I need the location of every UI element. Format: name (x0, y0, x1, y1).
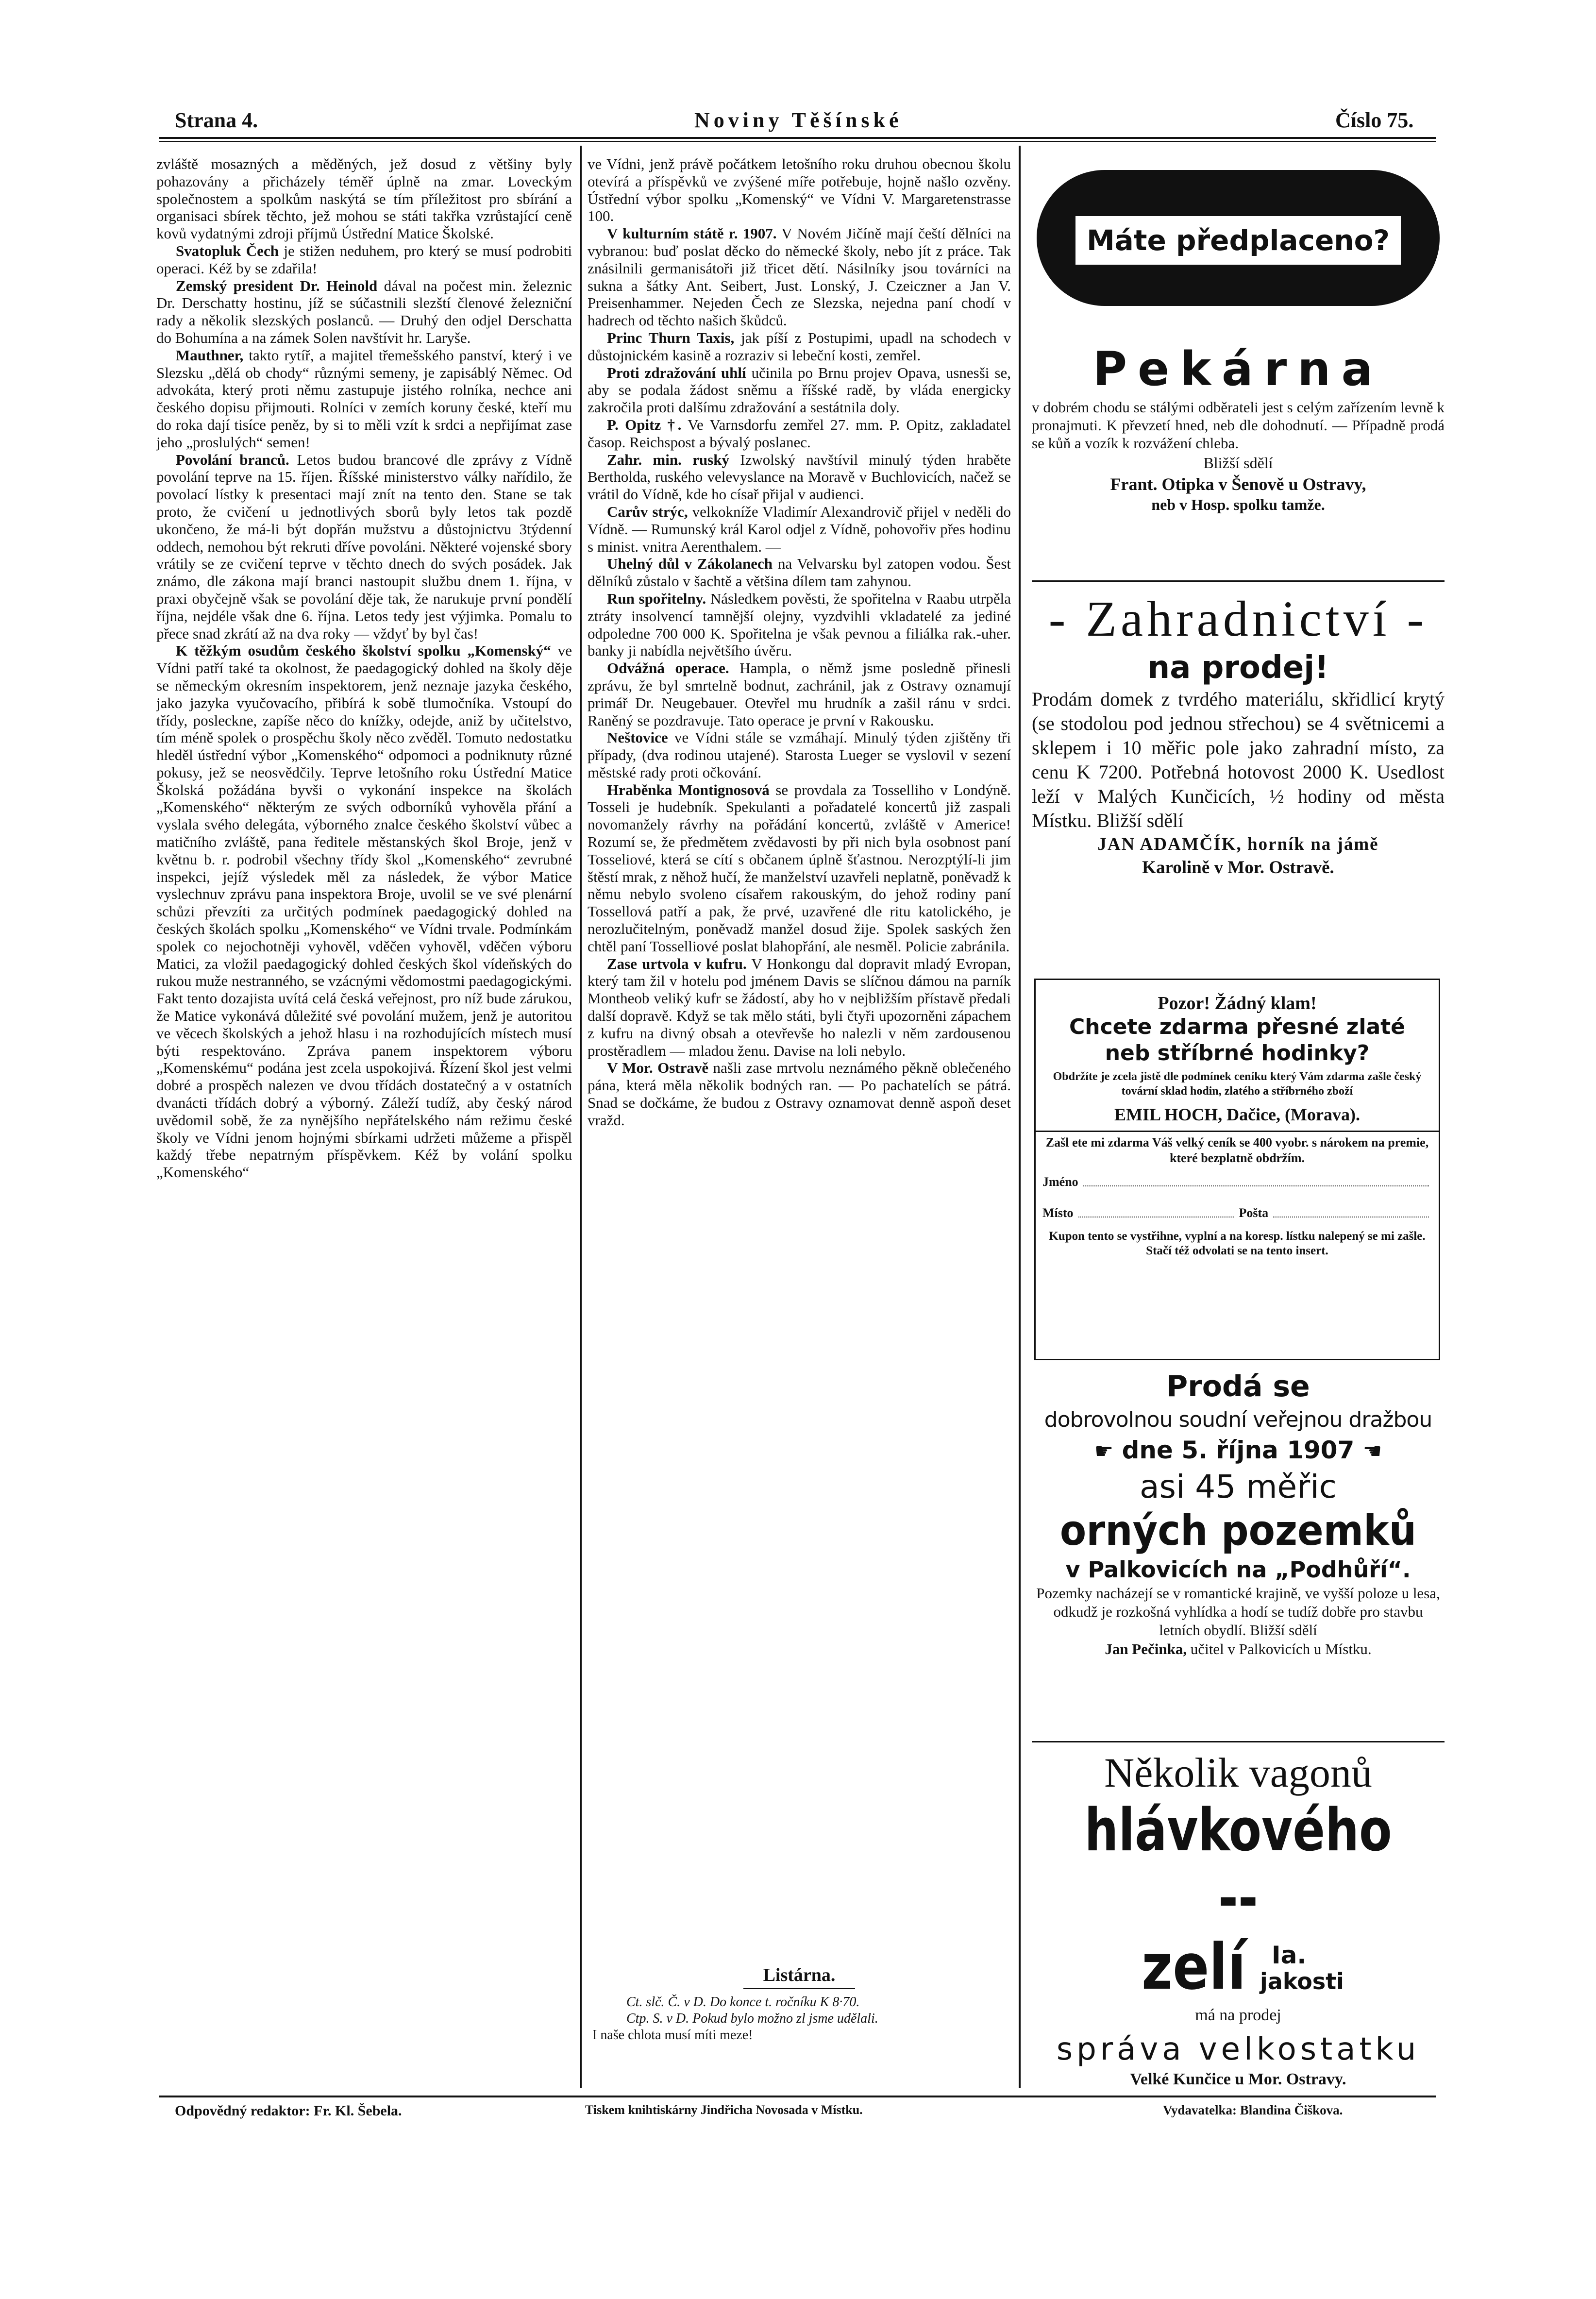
cabbage-l7: správa velkostatku (1056, 2031, 1420, 2067)
listarna-divider (743, 1988, 855, 1989)
article-paragraph (588, 555, 1011, 590)
listarna-line: I naše chlota musí míti meze! (592, 2028, 753, 2043)
garden-text: Prodám domek z tvrdého materiálu, skřidlicí krytý (se stodolou pod jednou střechou) se 4 světnicemi a sklepem i 10 měřic pole jako zahradní místo, za cenu K 7200. Potřebná hotovost 2000 K. Usedlost leží v Malých Kunčicích, ½ hodiny od města Místku. Bližší sdělí (1032, 688, 1445, 831)
article-paragraph (588, 155, 1011, 225)
page-number: Strana 4. (175, 108, 258, 132)
article-text: Následkem pověsti, že spořitelna v Raabu utrpěla ztráty insolvencí tamnější olejny, vyzdvihli vkladatelé za jediné odpoledne 700 000 K. Spořitelna je však pevnou a filiálka rak.-uher. banky ji nabídla největšího úvěru. (588, 590, 1011, 659)
article-text: V Novém Jičíně mají čeští dělníci na vybranou: buď poslat děcko do německé školy, nebo jít z práce. Tak znásilnili germanisátoři již třicet dětí. Násilníky jsou továrníci na sukna a šátky Ant. Seibert, Just. Lonský, J. Czeiczner a Jan V. Preisenhammer. Nejeden Čech ze Slezska, nejedna paní chodí v hadrech od těchto našich škůdců. (588, 225, 1011, 329)
article-headline: Princ Thurn Taxis, (607, 329, 735, 346)
coupon-divider (1036, 1131, 1439, 1132)
article-text: zvláště mosazných a měděných, jež dosud z většiny byly pohazovány a přicházely téměř úplně na zmar. Loveckým společnostem a spolkům naskýtá se tím příležitost pro sbírání a organisaci sbírek těchto, jež mohou se státi takřka vzrůstající ceně kovů vydatnými zdroji příjmů Ústřední Matice Školské. (156, 155, 572, 242)
listarna-line: Ct. slč. Č. v D. Do konce t. ročníku K 8·70. (626, 1995, 860, 2010)
article-text: ve Vídni stále se vzmáhají. Minulý týden zjištěny tři případy, (dva rodinou utajené). Starosta Lueger se vyslovil v sezení městské rady proti očkování. (588, 729, 1011, 781)
auction-contact (1032, 1640, 1445, 1659)
coupon-name-field[interactable] (1083, 1175, 1429, 1186)
article-text: učinila po Brnu projev Opava, usnesši se, aby se podala žádost sněmu a říšské radě, by vláda energicky zakročila proti dalšímu zdražování a sestátnila doly. (588, 364, 1011, 416)
article-headline: P. Opitz †. (607, 416, 682, 433)
watch-headline-2: neb stříbrné hodinky? (1105, 1041, 1370, 1065)
coupon-note: Kupon tento se vystřihne, vyplní a na koresp. lístku nalepený se mi zašle. Stačí též odvolati se na tento insert. (1049, 1230, 1426, 1257)
cabbage-ad (1032, 1748, 1445, 2088)
watch-ad (1034, 979, 1440, 1360)
article-headline: Povolání branců. (176, 451, 289, 468)
article-headline: Svatopluk Čech (176, 242, 279, 259)
coupon-place-row (1036, 1189, 1439, 1220)
article-text: ve Vídni, jenž právě počátkem letošního roku druhou obecnou školu otevírá a příspěvků ve zvýšené míře potřebuje, hojně našlo ozvěny. Ústřední výbor spolku „Komenský“ ve Vídni V. Margaretenstrasse 100. (588, 155, 1011, 225)
oval-frame (1037, 170, 1440, 306)
article-text: takto rytíř, a majitel třemešského panství, který i ve Slezsku „dělá ob chody“ různými semeny, je zapisáblý Němec. Od advokáta, který proti němu zastupuje jistého rolníka, nechce ani českého dopisu přijmouti. Rolníci v zemích koruny české, kteří mu do roka dají tisíce peněz, by si to měli vzít k srdci a nepřijímat zase jeho „proslulých“ semen! (156, 346, 572, 451)
article-paragraph (588, 451, 1011, 503)
auction-place: v Palkovicích na „Podhůří“. (1065, 1556, 1411, 1583)
auction-area: asi 45 měřic (1140, 1468, 1337, 1505)
footer-editor: Odpovědný redaktor: Fr. Kl. Šebela. (175, 2103, 402, 2119)
pointing-hand-right-icon: ☛ (1094, 1439, 1114, 1464)
cabbage-l4: Ia. (1272, 1941, 1307, 1969)
article-headline: Uhelný důl v Zákolanech (607, 555, 773, 573)
watch-warning: Pozor! Žádný klam! (1158, 993, 1317, 1014)
article-headline: Carův strýc, (607, 503, 688, 520)
article-headline: Proti zdražování uhlí (607, 364, 746, 381)
article-text: dával na počest min. železnic Dr. Derschatty hostinu, jíž se súčastnili slezští členové železniční rady a několik slezských poslanců. — Druhý den odjel Derschatta do Bohumína a na zámek Solen navštívit hr. Laryše. (156, 277, 572, 346)
auction-contact-name: Jan Pečinka, (1105, 1640, 1187, 1657)
article-headline: V kulturním státě r. 1907. (607, 225, 777, 242)
header-rule (159, 137, 1436, 139)
cabbage-l8: Velké Kunčice u Mor. Ostravy. (1130, 2070, 1346, 2088)
article-paragraph (588, 503, 1011, 555)
cabbage-l3-row (1032, 1930, 1445, 2004)
watch-headline: Chcete zdarma přesné zlaté (1069, 1014, 1406, 1039)
article-headline: K těžkým osudům českého školství spolku „Komenský“ (176, 642, 551, 659)
article-paragraph (588, 329, 1011, 364)
article-text: Ve Varnsdorfu zemřel 27. mm. P. Opitz, zakladatel časop. Reichspost a bývalý poslanec. (588, 416, 1011, 451)
cabbage-l2: hlávkového -- (1084, 1797, 1392, 1932)
bakery-text: v dobrém chodu se stálými odběrateli jest s celým zařízením levně k pronajmuti. K převzetí hned, neb dle dohodnutí. — Případně prodá se kůň a vozík k rozvážení chleba. (1032, 399, 1445, 452)
garden-title: - Zahradnictví - (1048, 591, 1428, 647)
cabbage-l6: má na prodej (1195, 2006, 1281, 2024)
subscription-question: Máte předplaceno? (1075, 216, 1401, 265)
article-paragraph (588, 364, 1011, 416)
footer-rule (159, 2096, 1436, 2097)
article-text: na Velvarsku byl zatopen vodou. Šest dělníků zůstalo v šachtě a většina dílem tam zahynou. (588, 555, 1011, 590)
cabbage-quality (1260, 1942, 1344, 1994)
article-text: je stižen neduhem, pro který se musí podrobiti operaci. Kéž by se zdařila! (156, 242, 572, 277)
article-headline: Zahr. min. ruský (607, 451, 729, 468)
auction-ad (1032, 1367, 1445, 1736)
article-paragraph (588, 659, 1011, 729)
auction-date-row (1032, 1434, 1445, 1468)
coupon-post-label: Pošta (1239, 1206, 1269, 1220)
coupon-name-label: Jméno (1042, 1175, 1078, 1189)
article-headline: Neštovice (607, 729, 668, 746)
watch-text: Obdržíte je zcela jistě dle podmínek ceníku který Vám zdarma zašle český tovární sklad hodin, zlatého a stříbrného zboží (1053, 1070, 1422, 1098)
article-column-1 (156, 155, 572, 2091)
article-text: V Honkongu dal dopravit mladý Evropan, který tam žil v hotelu pod jménem Davis se slíčnou dámou na parník Montheob veliký kufr se žádostí, aby ho v nejbližším přístavě předali další dopravě. Když se tak mělo státi, byli čtyři upozorněni zápachem z kufru na divný obsah a otevřevše ho nalezli v něm zardousenou prostěradlem — mladou ženu. Davise na loli nebylo. (588, 955, 1011, 1059)
bakery-contact-name: Frant. Otipka v Šenově u Ostravy, (1110, 474, 1366, 494)
header-rule-thin (159, 141, 1436, 142)
article-headline: Hraběnka Montignosová (607, 781, 770, 798)
ad-divider (1032, 1741, 1445, 1742)
auction-contact-rest: učitel v Palkovicích u Místku. (1187, 1640, 1372, 1657)
listarna (588, 1967, 1011, 2044)
listarna-title: Listárna. (763, 1965, 836, 1985)
cabbage-l5: jakosti (1260, 1968, 1344, 1995)
cabbage-l1: Několik vagonů (1104, 1749, 1372, 1796)
watch-vendor: EMIL HOCH, Dačice, (Morava). (1114, 1105, 1360, 1124)
article-text: našli zase mrtvolu neznámého pěkně oblečeného pána, která měla několik bodných ran. — Po pachatelích se pátrá. Snad se dočkáme, že budou z Ostravy oznamovat denně aspoň deset vražd. (588, 1059, 1011, 1129)
bakery-title: Pekárna (1092, 342, 1384, 396)
article-headline: Run spořitelny. (607, 590, 706, 607)
article-paragraph (588, 1059, 1011, 1129)
footer-publisher: Vydavatelka: Blandina Čiškova. (1163, 2103, 1343, 2117)
article-paragraph (156, 451, 572, 642)
garden-sub: na prodej! (1147, 650, 1329, 686)
article-paragraph (588, 729, 1011, 781)
article-paragraph (588, 416, 1011, 451)
article-paragraph (588, 781, 1011, 955)
article-paragraph (588, 590, 1011, 659)
coupon-place-label: Místo (1042, 1206, 1074, 1220)
article-paragraph (588, 225, 1011, 329)
column-divider (580, 146, 582, 2088)
footer-printer: Tiskem knihtiskárny Jindřicha Novosada v Místku. (585, 2103, 863, 2117)
article-paragraph (156, 277, 572, 347)
article-paragraph (156, 642, 572, 1181)
article-text: se provdala za Tosselliho v Londýně. Tosseli je hudebník. Spekulanti a pořadatelé koncertů již zaspali novomanžely rávrhy na pořádání koncertů, zvláště v Americe! Rozumí se, že předmětem zvědavosti by při nich byla osobnost paní Tosseliové, která se cítí s občanem úplně šťastnou. Nerozptýlí-li jim štěstí mrak, z něhož hučí, že manželství uzavřeli neplatně, poněvadž k němu nebylo svoleno císařem rakouským, do jehož rodiny paní Tossellová patří a pak, že prvé, uzavřené dle ritu katolického, je nerozlučitelným, poněvadž manžel dosud žije. Spolek saských žen chtěl paní Tosselliové poslat blahopřání, ale nesměl. Policie zabránila. (588, 781, 1011, 955)
article-text: Letos budou brancové dle zprávy z Vídně povolání teprve na 15. říjen. Říšské ministerstvo války nařídilo, že povolací lístky k presentaci mají znít na tento den. Stane se tak proto, že cvičení u jednotlivých sborů byly letos tak pozdě ukončeno, že má-li být dopřán mužstvu a důstojnictvu 3týdenní oddech, nemohou být rekruti dříve povoláni. Některé vojenské sbory vrátily se ze cvičení teprve v těchto dnech do svých posádek. Jak známo, dle zákona mají branci nastoupit službu dnem 1. října, v praxi obyčejně však se povolání děje tak, že narukuje první pondělí října, nejdéle však dne 6. října. Letos tedy jest výjimka. Pomalu to přece snad zkrátí až na dva roky — vždyť by byl čas! (156, 451, 572, 642)
auction-type: dobrovolnou soudní veřejnou dražbou (1044, 1407, 1432, 1432)
article-text: velkokníže Vladimír Alexandrovič přijel v neděli do Vídně. — Rumunský král Karol odjel z Vídně, pohovořiv přes hodinu s minist. vnitra Aerenthalem. — (588, 503, 1011, 555)
ad-divider (1032, 580, 1445, 582)
article-paragraph (156, 347, 572, 451)
article-headline: Odvážná operace. (607, 659, 729, 677)
auction-date: dne 5. října 1907 (1122, 1436, 1355, 1464)
garden-contact-addr: Karolině v Mor. Ostravě. (1142, 858, 1334, 878)
coupon-post-field[interactable] (1273, 1206, 1429, 1217)
article-paragraph (156, 242, 572, 277)
auction-text: Pozemky nacházejí se v romantické krajině, ve vyšší poloze u lesa, odkudž je rozkošná vyhlídka a hodí se tudíž dobře pro stavbu letních obydlí. Bližší sdělí (1036, 1585, 1440, 1639)
article-headline: V Mor. Ostravě (607, 1059, 709, 1077)
article-paragraph (588, 955, 1011, 1060)
article-headline: Zase urtvola v kufru. (607, 955, 747, 972)
article-text: Hampla, o němž jsme posledně přinesli zprávu, že byl smrtelně bodnut, zachránil, jak z Ostravy oznamují primář Dr. Neugebauer. Otevřel mu hrudník a zašil ránu v srdci. Raněný se pozdravuje. Tato operace je první v Rakousku. (588, 659, 1011, 729)
garden-contact-name: JAN ADAMČÍK, horník na jámě (1097, 834, 1379, 854)
coupon-name-row (1036, 1166, 1439, 1189)
listarna-line: Ctp. S. v D. Pokud bylo možno zl jsme udělali. (626, 2011, 878, 2026)
column-divider (1019, 146, 1021, 2088)
article-text: jak píší z Postupimi, upadl na schodech v důstojnickém kasině a rozraziv si lebeční kosti, zemřel. (588, 329, 1011, 364)
newspaper-title: Noviny Těšínské (694, 108, 903, 132)
coupon-text: Zašl ete mi zdarma Váš velký ceník se 400 vyobr. s nárokem na premie, které bezplatně obdržím. (1045, 1135, 1429, 1165)
subscription-ad (1032, 160, 1445, 330)
article-headline: Mauthner, (176, 346, 244, 364)
cabbage-l3: zelí (1142, 1930, 1246, 2004)
pointing-hand-left-icon: ☚ (1362, 1439, 1382, 1464)
bakery-info: Bližší sdělí (1203, 454, 1273, 472)
coupon-place-field[interactable] (1078, 1206, 1234, 1217)
article-text: Izwolský navštívil minulý týden hraběte Bertholda, ruského velevyslance na Moravě v Buchlovicích, načež se vrátil do Vídně, kde ho císař přijal v audienci. (588, 451, 1011, 503)
bakery-ad (1032, 340, 1445, 573)
auction-object: orných pozemků (1059, 1506, 1417, 1555)
article-text: ve Vídni patří také ta okolnost, že paedagogický dohled na školy děje se německým okresním inspektorem, jenž neznaje jazyka českého, jako jazyka vyučovacího, přibírá k sobě tlumočníka. Vstoupí do třídy, posleckne, zapíše něco do knížky, odejde, aniž by učitelstvo, tím méně spolek o prospěchu školy něco zvěděl. Tomuto nedostatku hleděl ústřední výbor „Komenského“ odpomoci a podniknuty různé pokusy, jež se neosvědčily. Teprve letošního roku Ústřední Matice Školská požádána byvši o vykonání inspekce na školách „Komenského“ některým ze svých odborníků vyhověla přání a vyslala svého delegáta, výborného znalce českého školství vůbec a matičního zvláště, pana ředitele městanských škol Broje, jenž v květnu b. r. podrobil všechny třídy škol „Komenského“ zevrubné inspekci, jejíž výsledek měl za následek, že výbor Matice vyslechnuv zprávu pana inspektora Broje, uvolil se ve své plenární schůzi převzíti za určitých podmínek paedagogický dohled na českých školách spolku „Komenského“ ve Vídni trvale. Podmínkám spolek co nejochotněji vyhověl, vděčen vyhověl, vděčen výboru Matici, za vložil paedagogický dohled českých škol vídeňských do rukou muže nestranného, se vzácnými vědomostmi paedagogickými. Fakt tento dozajista uvítá celá česká veřejnost, pro níž bude zárukou, že Matice vykonává důležité své povolání mužem, jenž je autoritou ve věcech školských a jehož hlasu i na rozhodujících místech musí býti respektováno. Zpráva panem inspektorem výboru „Komenskému“ podána jest zcela uspokojivá. Řízení škol jest velmi dobré a prospěch nalezen ve dvou třídách dostatečný a v ostatních dvanácti třídách dobrý a výborný. Záleží tudíž, aby český národ uvědomil sobě, že za nynějšího nepřátelského nám režimu české školy ve Vídni jenom hojnými sbírkami udržeti můžeme a přispěl každý třebe nepatrným příspěvkem. Kéž by volání spolku „Komenského“ (156, 642, 572, 1181)
article-column-2 (588, 155, 1011, 1943)
auction-title: Prodá se (1166, 1369, 1310, 1403)
article-headline: Zemský president Dr. Heinold (176, 277, 378, 294)
garden-ad (1032, 590, 1445, 974)
article-paragraph (156, 155, 572, 242)
bakery-contact-addr: neb v Hosp. spolku tamže. (1151, 496, 1325, 513)
issue-number: Číslo 75. (1335, 108, 1414, 132)
